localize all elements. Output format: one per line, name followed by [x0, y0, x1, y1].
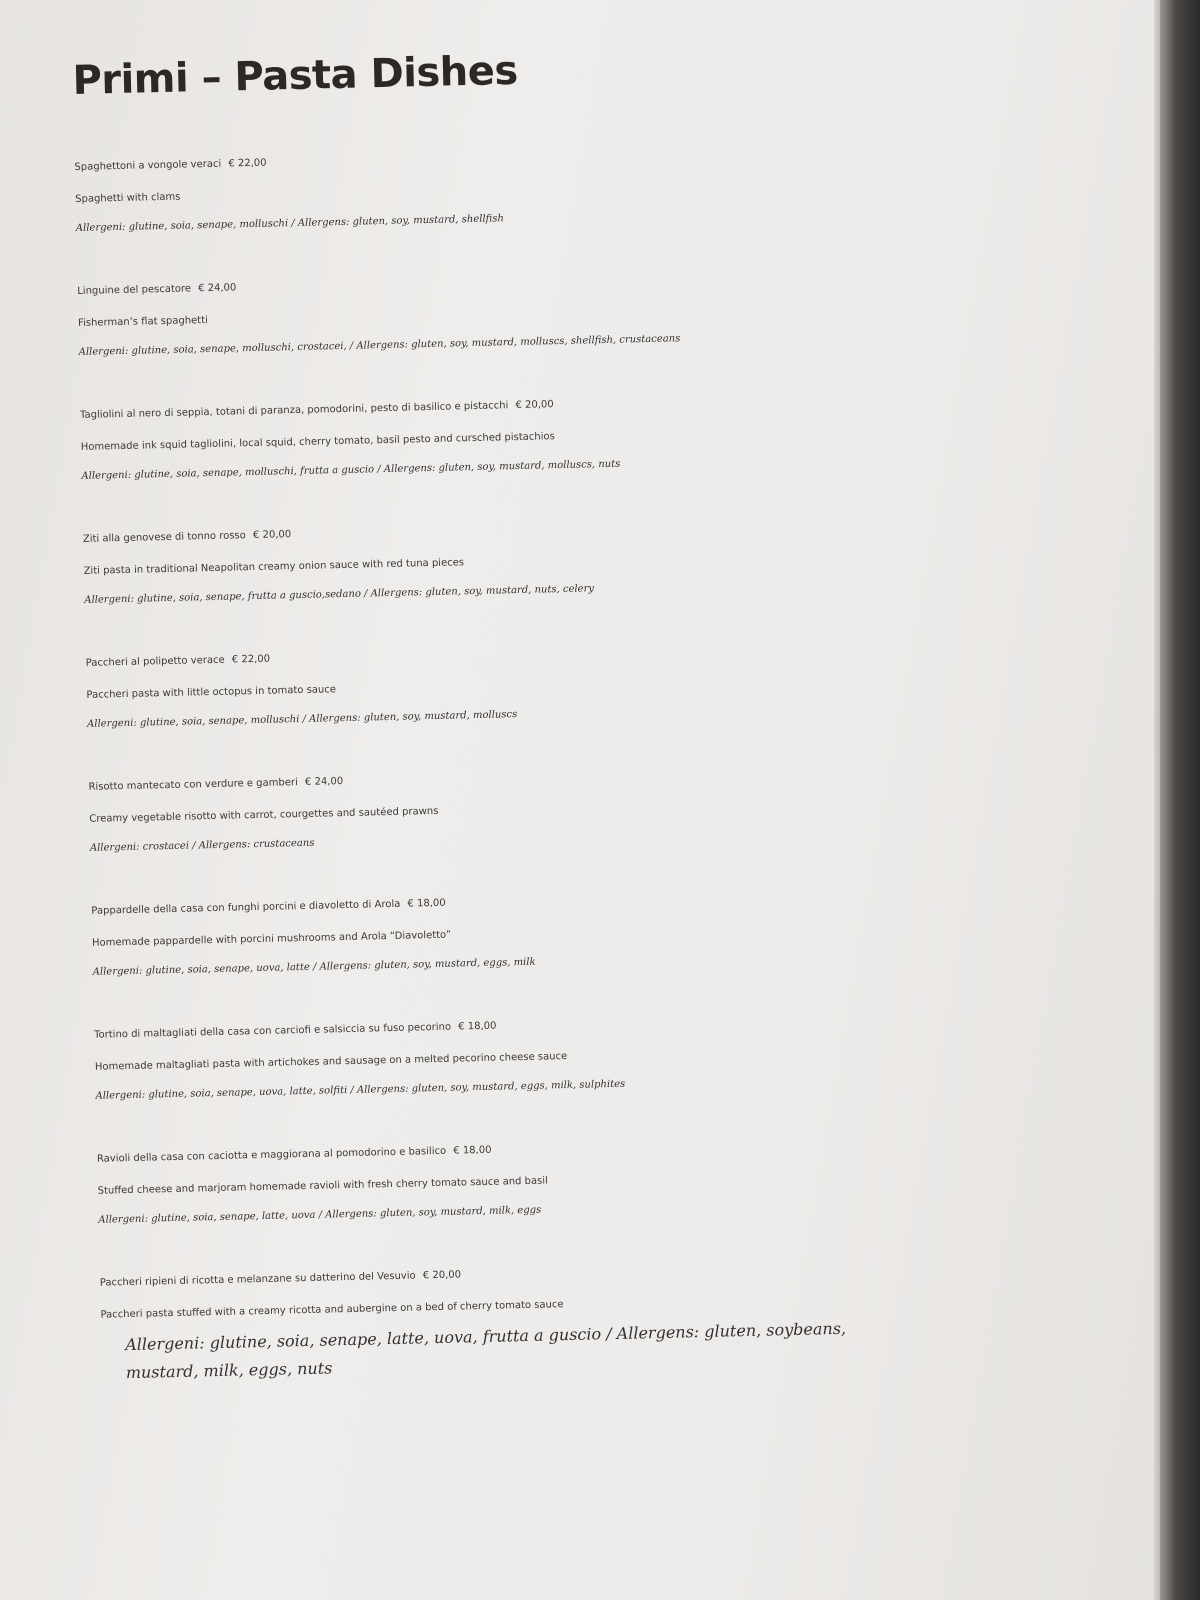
dish-price: € 20,00	[515, 399, 554, 412]
dish-price: € 20,00	[422, 1269, 462, 1282]
dish-price: € 18,00	[407, 897, 446, 910]
dish-name-it: Tagliolini al nero di seppia, totani di paranza, pomodorini, pesto di basilico e pistacchi	[79, 400, 509, 421]
dish-pappardelle	[91, 871, 1160, 985]
dish-price: € 18,00	[453, 1144, 492, 1157]
dish-name-en: Paccheri pasta with little octopus in tomato sauce	[86, 684, 337, 701]
dish-name-it: Ravioli della casa con caciotta e maggiorana al pomodorino e basilico	[96, 1145, 447, 1165]
dish-name-en: Ziti pasta in traditional Neapolitan creamy onion sauce with red tuna pieces	[83, 557, 465, 577]
dish-allergens: Allergeni: glutine, soia, senape, latte, uova, frutta a guscio / Allergens: gluten, soybeans, mustard, milk, eggs, nuts	[124, 1318, 847, 1383]
dish-name-it: Paccheri ripieni di ricotta e melanzane su datterino del Vesuvio	[99, 1270, 416, 1289]
dish-name-it: Pappardelle della casa con funghi porcini e diavoletto di Arola	[91, 898, 401, 917]
dish-tortino	[94, 995, 1160, 1109]
menu-content	[72, 33, 1160, 1421]
dish-name-en: Fisherman’s flat spaghetti	[77, 314, 209, 329]
dish-price: € 24,00	[198, 282, 237, 295]
dish-ravioli	[97, 1119, 1160, 1233]
dish-name-it: Spaghettoni a vongole veraci	[74, 158, 222, 173]
dish-allergens: Allergeni: crostacei / Allergens: crustaceans	[89, 837, 315, 854]
dish-tagliolini	[80, 375, 1160, 489]
dish-paccheri-ripieni	[99, 1243, 1160, 1387]
page-title: Primi – Pasta Dishes	[72, 47, 519, 104]
dish-allergens: Allergeni: glutine, soia, senape, uova, latte / Allergens: gluten, soy, mustard, eggs, milk	[92, 956, 536, 978]
dish-allergens: Allergeni: glutine, soia, senape, latte, uova / Allergens: gluten, soy, mustard, milk, eggs	[98, 1204, 542, 1226]
dish-name-it: Linguine del pescatore	[77, 283, 192, 297]
dish-allergens: Allergeni: glutine, soia, senape, molluschi, frutta a guscio / Allergens: gluten, soy, mustard, molluscs, nuts	[81, 458, 621, 482]
dish-name-en: Homemade maltagliati pasta with artichokes and sausage on a melted pecorino cheese sauce	[94, 1051, 568, 1073]
dish-risotto	[88, 747, 1160, 861]
dish-price: € 24,00	[304, 776, 344, 788]
dish-name-it: Ziti alla genovese di tonno rosso	[82, 530, 246, 545]
dish-allergens: Allergeni: glutine, soia, senape, uova, latte, solfiti / Allergens: gluten, soy, mustard, eggs, milk, sulphites	[95, 1078, 626, 1102]
dish-name-en: Paccheri pasta stuffed with a creamy ricotta and aubergine on a bed of cherry tomato sauce	[100, 1299, 564, 1321]
dish-ziti	[83, 499, 1160, 613]
dish-linguine	[77, 251, 1159, 365]
dish-allergens: Allergeni: glutine, soia, senape, molluschi, crostacei, / Allergens: gluten, soy, mustard, molluscs, shellfish, crustaceans	[78, 333, 681, 358]
dish-price: € 20,00	[252, 529, 292, 542]
dish-paccheri-polipetto	[85, 623, 1160, 737]
dish-price: € 18,00	[458, 1020, 497, 1033]
dish-allergens: Allergeni: glutine, soia, senape, molluschi / Allergens: gluten, soy, mustard, shellfish	[75, 213, 504, 234]
dish-name-en: Stuffed cheese and marjoram homemade ravioli with fresh cherry tomato sauce and basil	[97, 1175, 548, 1197]
dish-price: € 22,00	[228, 157, 267, 170]
dish-price: € 22,00	[231, 653, 271, 666]
dish-name-en: Homemade ink squid tagliolini, local squid, cherry tomato, basil pesto and cursched pistachios	[80, 431, 555, 453]
menu-binding	[1160, 0, 1200, 1600]
dish-allergens: Allergeni: glutine, soia, senape, frutta a guscio,sedano / Allergens: gluten, soy, mustard, nuts, celery	[84, 583, 595, 606]
dish-name-en: Homemade pappardelle with porcini mushrooms and Arola “Diavoletto”	[91, 929, 452, 949]
dish-name-it: Risotto mantecato con verdure e gamberi	[88, 777, 298, 793]
dish-spaghettoni	[74, 127, 1156, 241]
dish-name-it: Paccheri al polipetto verace	[85, 654, 225, 669]
dish-allergens: Allergeni: glutine, soia, senape, molluschi / Allergens: gluten, soy, mustard, molluscs	[86, 709, 518, 730]
dish-name-en: Spaghetti with clams	[75, 191, 181, 205]
dish-name-it: Tortino di maltagliati della casa con carciofi e salsiccia su fuso pecorino	[94, 1021, 452, 1041]
dish-name-en: Creamy vegetable risotto with carrot, courgettes and sautéed prawns	[89, 805, 439, 825]
